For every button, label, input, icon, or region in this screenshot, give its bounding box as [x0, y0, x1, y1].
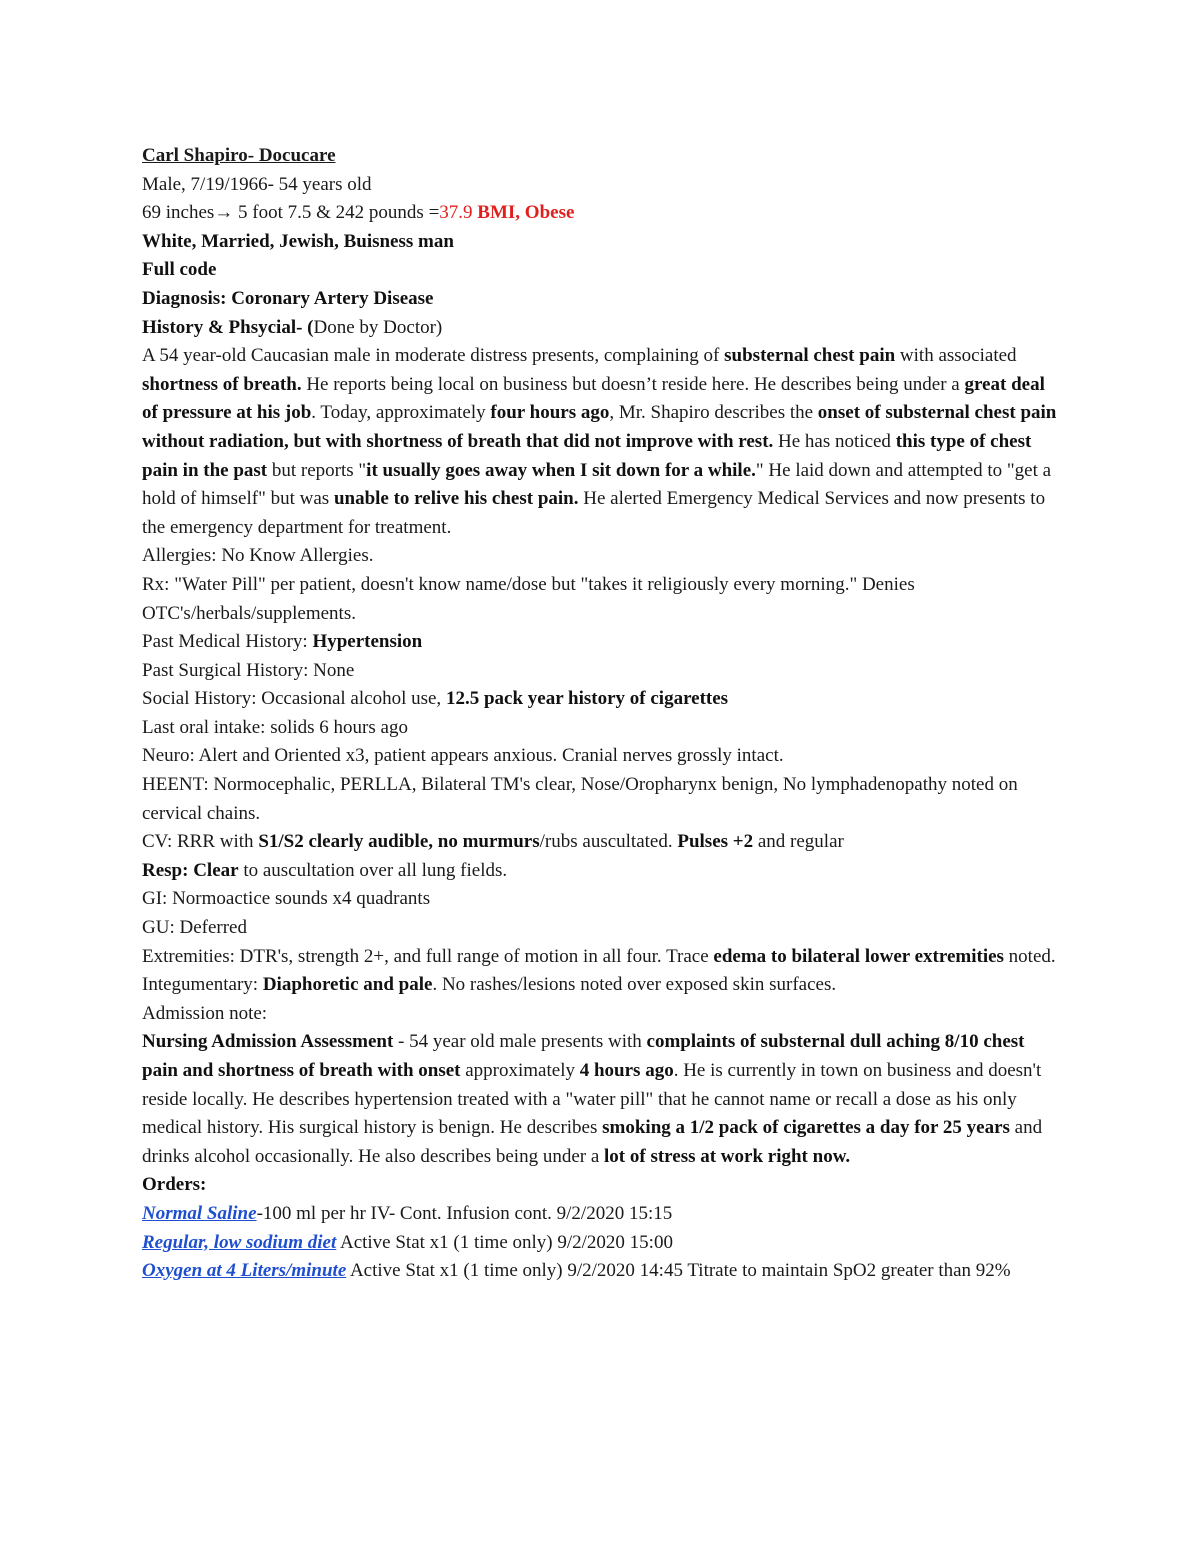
diagnosis-line: Diagnosis: Coronary Artery Disease [142, 287, 434, 309]
order-item-normal-saline: Normal Saline-100 ml per hr IV- Cont. Infusion cont. 9/2/2020 15:15 [142, 1202, 673, 1224]
pmh-line: Past Medical History: Hypertension [142, 631, 423, 653]
last-intake-line: Last oral intake: solids 6 hours ago [142, 716, 408, 738]
bmi-value: 37.9 [439, 202, 473, 224]
patient-title: Carl Shapiro- Docucare [142, 145, 336, 166]
bmi-label: BMI, Obese [472, 202, 575, 224]
order-item-oxygen: Oxygen at 4 Liters/minute Active Stat x1 (1 time only) 9/2/2020 14:45 Titrate to maintain SpO2 greater than 92% [142, 1260, 1011, 1282]
code-status-line: Full code [142, 259, 217, 281]
neuro-line: Neuro: Alert and Oriented x3, patient appears anxious. Cranial nerves grossly intact. [142, 745, 784, 767]
measurements-line: 69 inches→ 5 foot 7.5 & 242 pounds =37.9 BMI, Obese [142, 202, 575, 224]
social-history-line: Social History: Occasional alcohol use, 12.5 pack year history of cigarettes [142, 688, 729, 710]
orders-heading: Orders: [142, 1174, 207, 1196]
hp-heading-line: History & Phsycial- (Done by Doctor) [142, 316, 443, 338]
identity-line: White, Married, Jewish, Buisness man [142, 230, 454, 252]
cv-line: CV: RRR with S1/S2 clearly audible, no murmurs/rubs auscultated. Pulses +2 and regular [142, 831, 844, 853]
hp-paragraph: A 54 year-old Caucasian male in moderate distress presents, complaining of substernal chest pain with associated shortness of breath. He reports being local on business but doesn’t reside here. He describes being under a great deal of pressure at his job. Today, approximately four hours ago, Mr. Shapiro describes the onset of substernal chest pain without radiation, but with shortness of breath that did not improve with rest. He has noticed this type of chest pain in the past but reports "it usually goes away when I sit down for a while." He laid down and attempted to "get a hold of himself" but was unable to relive his chest pain. He alerted Emergency Medical Services and now presents to the emergency department for treatment. [142, 345, 1057, 538]
demographics-line: Male, 7/19/1966- 54 years old [142, 173, 372, 195]
extremities-line: Extremities: DTR's, strength 2+, and full range of motion in all four. Trace edema to bilateral lower extremities noted. [142, 945, 1056, 967]
patient-title-line [142, 142, 1060, 171]
order-link-oxygen[interactable]: Oxygen at 4 Liters/minute [142, 1260, 347, 1282]
order-link-diet[interactable]: Regular, low sodium diet [142, 1231, 337, 1253]
admission-note-line: Admission note: [142, 1002, 268, 1024]
rx-line: Rx: "Water Pill" per patient, doesn't know name/dose but "takes it religiously every morning." Denies OTC's/herbals/supplements. [142, 573, 915, 624]
psh-line: Past Surgical History: None [142, 659, 355, 681]
gu-line: GU: Deferred [142, 917, 247, 939]
integumentary-line: Integumentary: Diaphoretic and pale. No rashes/lesions noted over exposed skin surfaces. [142, 974, 837, 996]
allergies-line: Allergies: No Know Allergies. [142, 545, 374, 567]
resp-line: Resp: Clear to auscultation over all lung fields. [142, 859, 508, 881]
order-link-normal-saline[interactable]: Normal Saline [142, 1202, 257, 1224]
gi-line: GI: Normoactice sounds x4 quadrants [142, 888, 431, 910]
heent-line: HEENT: Normocephalic, PERLLA, Bilateral TM's clear, Nose/Oropharynx benign, No lymphadenopathy noted on cervical chains. [142, 774, 1018, 824]
order-item-diet: Regular, low sodium diet Active Stat x1 (1 time only) 9/2/2020 15:00 [142, 1231, 673, 1253]
nursing-assessment-paragraph: Nursing Admission Assessment - 54 year old male presents with complaints of substernal dull aching 8/10 chest pain and shortness of breath with onset approximately 4 hours ago. He is currently in town on business and doesn't reside locally. He describes hypertension treated with a "water pill" that he cannot name or recall a dose as his only medical history. His surgical history is benign. He describes smoking a 1/2 pack of cigarettes a day for 25 years and drinks alcohol occasionally. He also describes being under a lot of stress at work right now. [142, 1031, 1043, 1167]
